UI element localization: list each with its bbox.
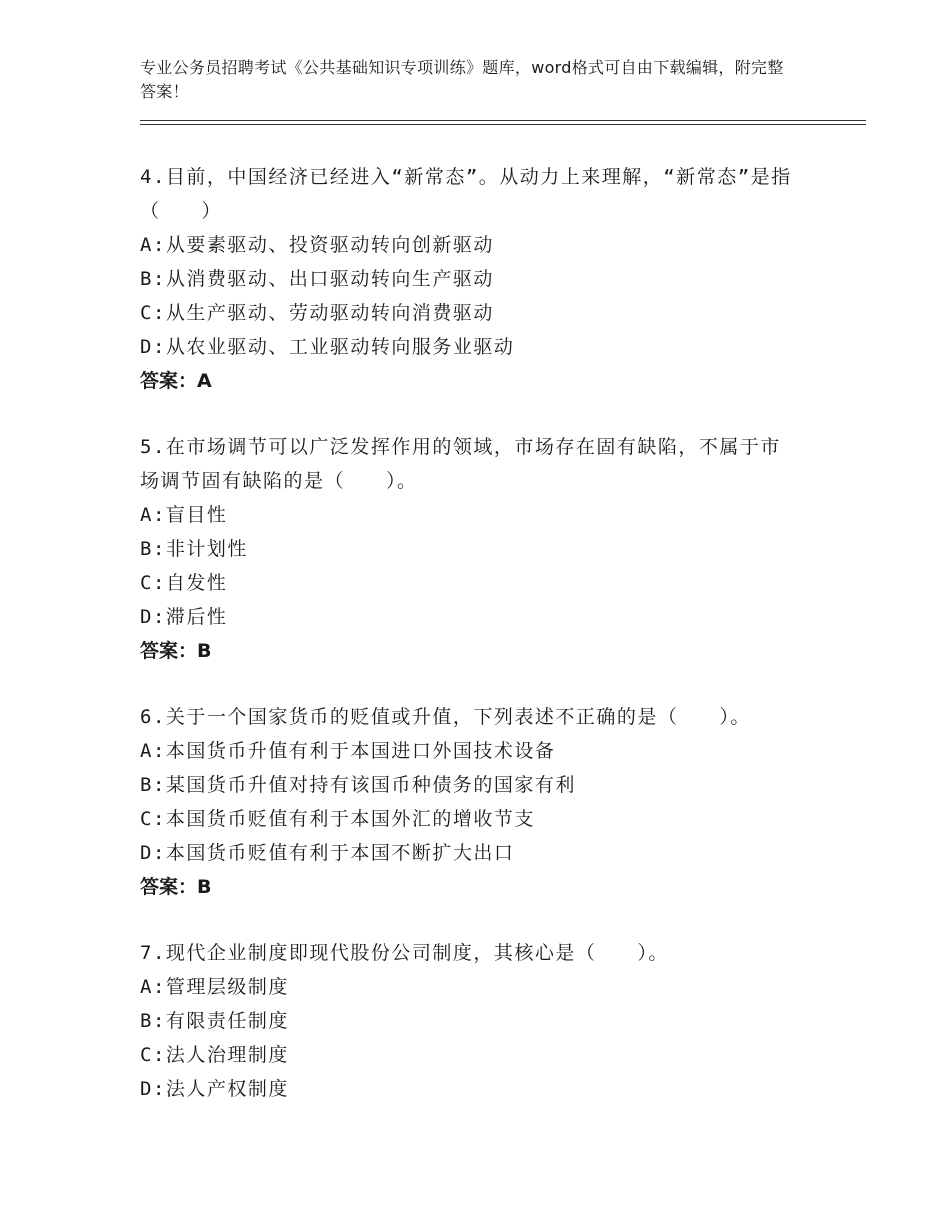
question-5	[140, 430, 800, 668]
option-a: A:管理层级制度	[140, 976, 289, 998]
option-a: A:从要素驱动、投资驱动转向创新驱动	[140, 234, 494, 256]
option-b: B:非计划性	[140, 538, 248, 560]
option-c: C:本国货币贬值有利于本国外汇的增收节支	[140, 808, 535, 830]
option-d: D:本国货币贬值有利于本国不断扩大出口	[140, 842, 515, 864]
document-header: 专业公务员招聘考试《公共基础知识专项训练》题库，word格式可自由下载编辑，附完整答案！	[140, 58, 784, 101]
answer-label: 答案：B	[140, 876, 212, 898]
option-a: A:盲目性	[140, 504, 228, 526]
option-d: D:滞后性	[140, 606, 228, 628]
question-stem: 5.在市场调节可以广泛发挥作用的领域，市场存在固有缺陷，不属于市场调节固有缺陷的是（ ）。	[140, 436, 781, 492]
question-list	[140, 160, 800, 1138]
header-divider	[140, 120, 866, 125]
option-d: D:法人产权制度	[140, 1078, 289, 1100]
question-stem: 7.现代企业制度即现代股份公司制度，其核心是（ ）。	[140, 942, 669, 964]
option-c: C:从生产驱动、劳动驱动转向消费驱动	[140, 302, 494, 324]
answer-label: 答案：A	[140, 370, 212, 392]
option-a: A:本国货币升值有利于本国进口外国技术设备	[140, 740, 556, 762]
option-b: B:某国货币升值对持有该国币种债务的国家有利	[140, 774, 576, 796]
question-stem: 6.关于一个国家货币的贬值或升值，下列表述不正确的是（ ）。	[140, 706, 751, 728]
option-d: D:从农业驱动、工业驱动转向服务业驱动	[140, 336, 515, 358]
option-b: B:从消费驱动、出口驱动转向生产驱动	[140, 268, 494, 290]
option-c: C:自发性	[140, 572, 228, 594]
option-c: C:法人治理制度	[140, 1044, 289, 1066]
answer-label: 答案：B	[140, 640, 212, 662]
question-stem: 4.目前，中国经济已经进入“新常态”。从动力上来理解，“新常态”是指（ ）	[140, 166, 792, 222]
option-b: B:有限责任制度	[140, 1010, 289, 1032]
question-4	[140, 160, 800, 398]
question-7	[140, 936, 800, 1106]
question-6	[140, 700, 800, 904]
